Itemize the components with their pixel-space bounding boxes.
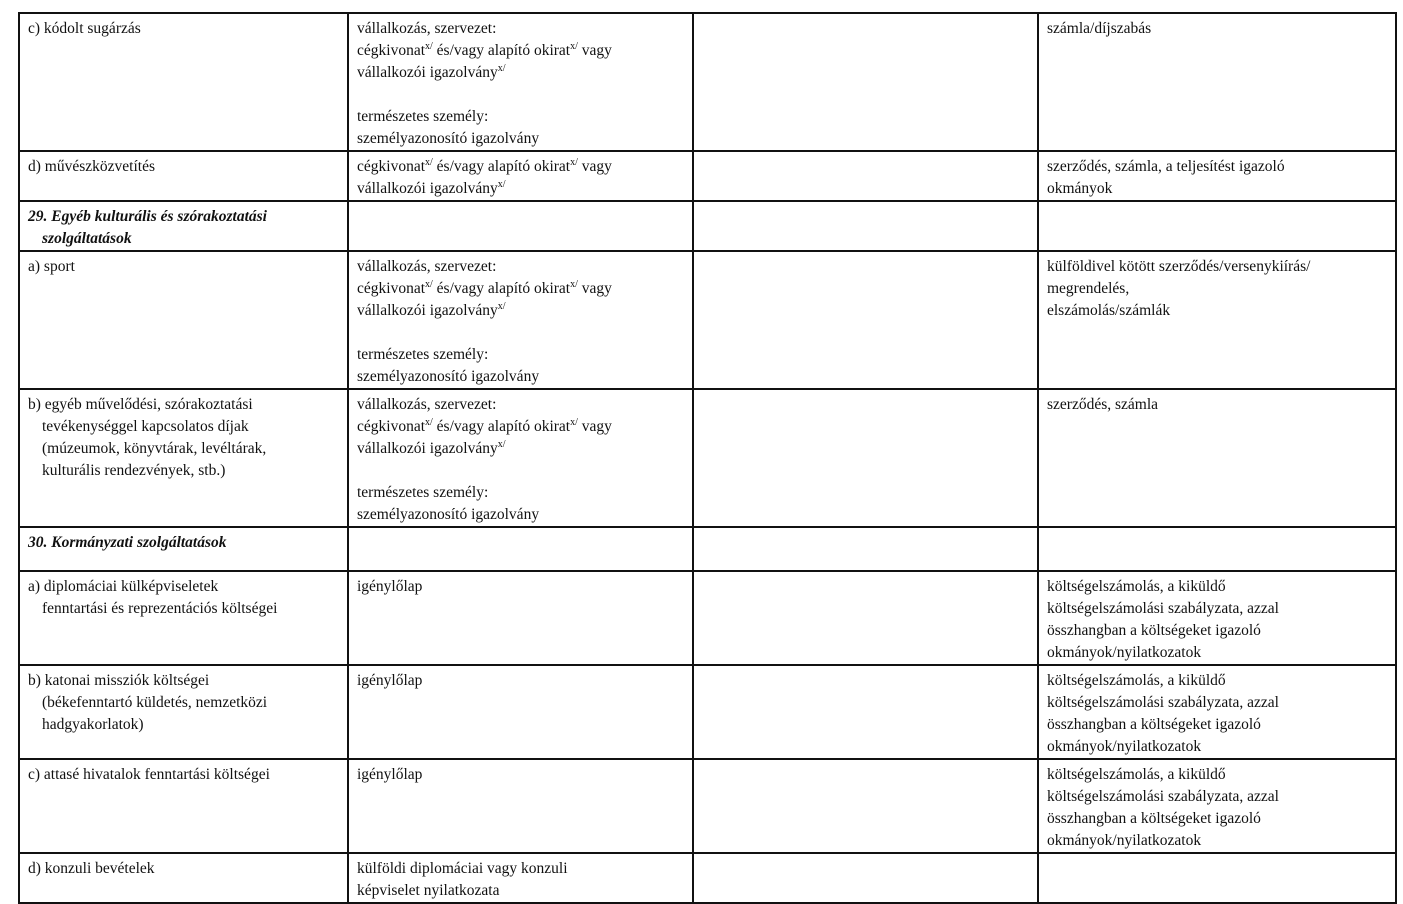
identity-document-cell: vállalkozás, szervezet: cégkivonat$^{x/}$ és/vagy alapító okirat$^{x/}$ vagy vállalkozói igazolvány$^{x/}$ természetes személy: személyazonosító igazolvány bbox=[348, 251, 693, 389]
proof-document-cell: szerződés, számla bbox=[1038, 389, 1396, 527]
table-row bbox=[19, 665, 1396, 759]
identity-document-cell: külföldi diplomáciai vagy konzuli képviselet nyilatkozata bbox=[348, 853, 693, 903]
proof-document-cell: külföldivel kötött szerződés/versenykiírás/ megrendelés, elszámolás/számlák bbox=[1038, 251, 1396, 389]
table-row bbox=[19, 201, 1396, 251]
empty-cell bbox=[693, 389, 1038, 527]
empty-cell bbox=[693, 853, 1038, 903]
service-cell: c) kódolt sugárzás bbox=[19, 13, 348, 151]
empty-cell bbox=[348, 527, 693, 571]
empty-cell bbox=[1038, 201, 1396, 251]
table-row bbox=[19, 759, 1396, 853]
document-table bbox=[18, 12, 1397, 904]
empty-cell bbox=[693, 201, 1038, 251]
service-cell: b) egyéb művelődési, szórakoztatási tevékenységgel kapcsolatos díjak (múzeumok, könyvtárak, levéltárak, kulturális rendezvények, stb.) bbox=[19, 389, 348, 527]
identity-document-cell: vállalkozás, szervezet: cégkivonat$^{x/}$ és/vagy alapító okirat$^{x/}$ vagy vállalkozói igazolvány$^{x/}$ természetes személy: személyazonosító igazolvány bbox=[348, 389, 693, 527]
table-row bbox=[19, 527, 1396, 571]
proof-document-cell: költségelszámolás, a kiküldő költségelszámolási szabályzata, azzal összhangban a költségeket igazoló okmányok/nyilatkozatok bbox=[1038, 571, 1396, 665]
service-cell: d) művészközvetítés bbox=[19, 151, 348, 201]
section-heading-cell: 29. Egyéb kulturális és szórakoztatási szolgáltatások bbox=[19, 201, 348, 251]
table-row bbox=[19, 151, 1396, 201]
empty-cell bbox=[1038, 527, 1396, 571]
identity-document-cell: vállalkozás, szervezet: cégkivonat$^{x/}$ és/vagy alapító okirat$^{x/}$ vagy vállalkozói igazolvány$^{x/}$ természetes személy: személyazonosító igazolvány bbox=[348, 13, 693, 151]
empty-cell bbox=[693, 759, 1038, 853]
table-row bbox=[19, 13, 1396, 151]
proof-document-cell: számla/díjszabás bbox=[1038, 13, 1396, 151]
table-row bbox=[19, 389, 1396, 527]
service-cell: b) katonai missziók költségei (békefenntartó küldetés, nemzetközi hadgyakorlatok) bbox=[19, 665, 348, 759]
service-cell: c) attasé hivatalok fenntartási költségei bbox=[19, 759, 348, 853]
empty-cell bbox=[1038, 853, 1396, 903]
empty-cell bbox=[348, 201, 693, 251]
table-row bbox=[19, 853, 1396, 903]
empty-cell bbox=[693, 13, 1038, 151]
identity-document-cell: igénylőlap bbox=[348, 665, 693, 759]
table-row bbox=[19, 251, 1396, 389]
proof-document-cell: költségelszámolás, a kiküldő költségelszámolási szabályzata, azzal összhangban a költségeket igazoló okmányok/nyilatkozatok bbox=[1038, 759, 1396, 853]
identity-document-cell: igénylőlap bbox=[348, 571, 693, 665]
table-row bbox=[19, 571, 1396, 665]
identity-document-cell: cégkivonat$^{x/}$ és/vagy alapító okirat$^{x/}$ vagy vállalkozói igazolvány$^{x/}$ bbox=[348, 151, 693, 201]
identity-document-cell: igénylőlap bbox=[348, 759, 693, 853]
empty-cell bbox=[693, 251, 1038, 389]
proof-document-cell: költségelszámolás, a kiküldő költségelszámolási szabályzata, azzal összhangban a költségeket igazoló okmányok/nyilatkozatok bbox=[1038, 665, 1396, 759]
empty-cell bbox=[693, 527, 1038, 571]
section-heading-cell: 30. Kormányzati szolgáltatások bbox=[19, 527, 348, 571]
proof-document-cell: szerződés, számla, a teljesítést igazoló okmányok bbox=[1038, 151, 1396, 201]
service-cell: d) konzuli bevételek bbox=[19, 853, 348, 903]
empty-cell bbox=[693, 151, 1038, 201]
service-cell: a) sport bbox=[19, 251, 348, 389]
empty-cell bbox=[693, 571, 1038, 665]
service-cell: a) diplomáciai külképviseletek fenntartási és reprezentációs költségei bbox=[19, 571, 348, 665]
empty-cell bbox=[693, 665, 1038, 759]
